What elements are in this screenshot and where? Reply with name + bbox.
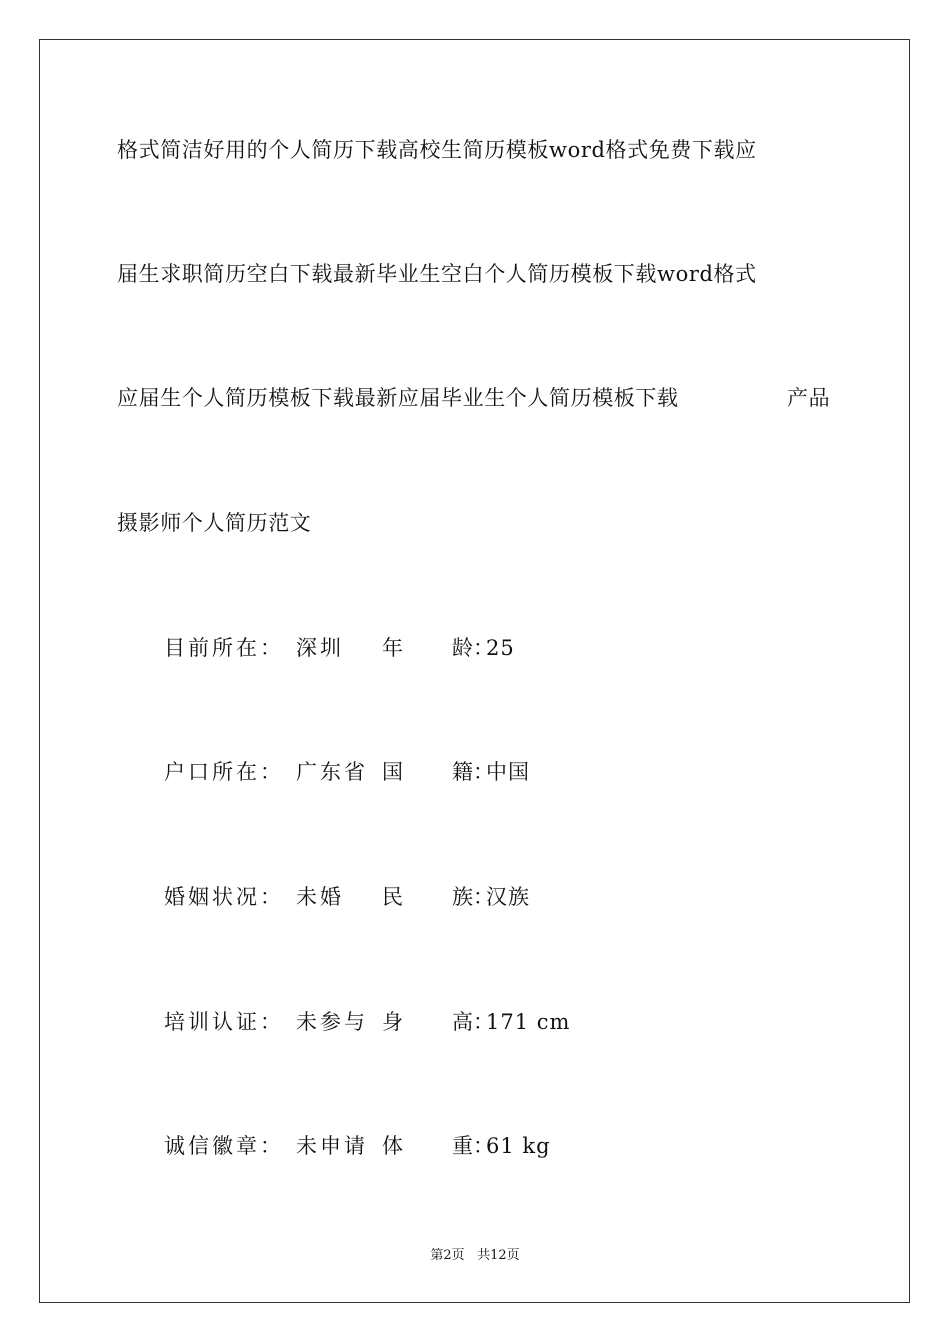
page-frame: [39, 39, 910, 1303]
info-label: 户口所在：: [164, 760, 284, 784]
info-value-secondary: 中国: [486, 760, 530, 784]
info-value: 未申请: [296, 1134, 368, 1158]
section-title: 摄影师个人简历范文: [117, 511, 312, 535]
info-label-secondary: 重：: [452, 1134, 494, 1158]
info-label: 诚信徽章：: [164, 1134, 284, 1158]
paragraph-line-3-tail: 产品: [787, 386, 831, 410]
info-label-secondary-char: 身: [382, 1010, 403, 1034]
page-total: 共12页: [477, 1248, 520, 1263]
info-value-secondary: 61 kg: [486, 1134, 551, 1158]
info-value-secondary: 171 cm: [486, 1010, 571, 1034]
info-label-secondary: 高：: [452, 1010, 494, 1034]
info-label: 培训认证：: [164, 1010, 284, 1034]
info-value: 广东省: [296, 760, 368, 784]
info-label-secondary: 龄：: [452, 636, 494, 660]
info-value: 深圳: [296, 636, 344, 660]
paragraph-line-3: 应届生个人简历模板下载最新应届毕业生个人简历模板下载: [117, 386, 679, 410]
info-value-secondary: 25: [486, 636, 515, 660]
info-label-secondary: 族：: [452, 885, 494, 909]
info-label-secondary-char: 民: [382, 885, 403, 909]
info-value-secondary: 汉族: [486, 885, 530, 909]
page-number: 第2页: [430, 1248, 465, 1263]
info-label-secondary-char: 年: [382, 636, 403, 660]
paragraph-line-2: 届生求职简历空白下载最新毕业生空白个人简历模板下载word格式: [117, 262, 757, 286]
paragraph-line-1: 格式简洁好用的个人简历下载高校生简历模板word格式免费下载应: [117, 138, 757, 162]
info-label-secondary-char: 国: [382, 760, 403, 784]
info-value: 未参与: [296, 1010, 368, 1034]
info-label-secondary: 籍：: [452, 760, 494, 784]
page-footer: [0, 1247, 950, 1265]
info-value: 未婚: [296, 885, 344, 909]
info-label-secondary-char: 体: [382, 1134, 403, 1158]
info-label: 目前所在：: [164, 636, 284, 660]
info-label: 婚姻状况：: [164, 885, 284, 909]
